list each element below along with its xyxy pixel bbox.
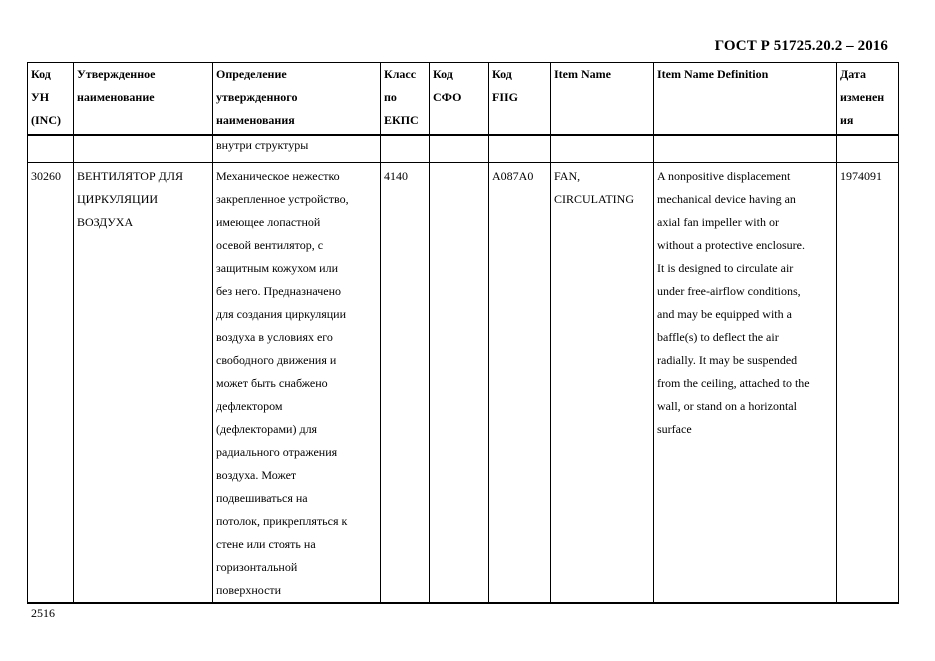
header-line: Код: [433, 67, 453, 81]
header-line: наименование: [77, 90, 155, 104]
cell-line: without a protective enclosure.: [657, 238, 805, 252]
cell-line: для создания циркуляции: [216, 307, 347, 321]
cell-sfo-code: [430, 163, 489, 604]
document-standard-title: ГОСТ Р 51725.20.2 – 2016: [714, 38, 888, 54]
header-approved-name: [74, 63, 213, 136]
cell-ekps-class: 4140: [381, 163, 430, 604]
cell-line: свободного движения и: [216, 353, 337, 367]
header-line: FIIG: [492, 90, 519, 104]
cell-line: FAN,: [554, 169, 581, 183]
header-line: СФО: [433, 90, 462, 104]
header-sfo-code: [430, 63, 489, 136]
header-line: ия: [840, 113, 854, 127]
header-ekps-class: [381, 63, 430, 136]
header-item-name-definition: [654, 63, 837, 136]
cell-line: radially. It may be suspended: [657, 353, 798, 367]
header-line: наименования: [216, 113, 295, 127]
cell-item-name: [551, 163, 654, 604]
cell-line: under free-airflow conditions,: [657, 284, 801, 298]
cell-line: без него. Предназначено: [216, 284, 342, 298]
header-line: Item Name Definition: [657, 67, 769, 81]
header-line: (INC): [31, 113, 61, 127]
cell-line: Механическое нежестко: [216, 169, 340, 183]
cell-line: wall, or stand on a horizontal: [657, 399, 797, 413]
cell-line: поверхности: [216, 583, 282, 597]
cell-line: стене или стоять на: [216, 537, 316, 551]
table-header-row: [28, 63, 899, 136]
page-number: 2516: [31, 606, 55, 620]
header-line: ЕКПС: [384, 113, 419, 127]
cell-line: горизонтальной: [216, 560, 298, 574]
header-line: по: [384, 90, 397, 104]
table-row: [28, 163, 899, 604]
header-line: Определение: [216, 67, 287, 81]
cell-line: воздуха в условиях его: [216, 330, 333, 344]
header-line: Код: [492, 67, 512, 81]
header-line: изменен: [840, 90, 885, 104]
cell-line: baffle(s) to deflect the air: [657, 330, 779, 344]
cell-line: It is designed to circulate air: [657, 261, 794, 275]
cell-line: CIRCULATING: [554, 192, 634, 206]
header-line: утвержденного: [216, 90, 298, 104]
cell-line: дефлектором: [216, 399, 283, 413]
cell-line: mechanical device having an: [657, 192, 796, 206]
cell-line: ВОЗДУХА: [77, 215, 134, 229]
cell-line: воздуха. Может: [216, 468, 297, 482]
cell-line: осевой вентилятор, с: [216, 238, 324, 252]
cell-item-name-definition: [654, 163, 837, 604]
cell-approved-definition: [213, 163, 381, 604]
cell-line: имеющее лопастной: [216, 215, 321, 229]
header-approved-definition: [213, 63, 381, 136]
header-line: УН: [31, 90, 50, 104]
header-line: Класс: [384, 67, 417, 81]
cell-line: surface: [657, 422, 692, 436]
cell-line: and may be equipped with a: [657, 307, 792, 321]
cell-line: ЦИРКУЛЯЦИИ: [77, 192, 159, 206]
cell-line: (дефлекторами) для: [216, 422, 318, 436]
continuation-text: внутри структуры: [213, 135, 381, 163]
cell-line: защитным кожухом или: [216, 261, 339, 275]
cell-approved-name: [74, 163, 213, 604]
cell-line: закрепленное устройство,: [216, 192, 349, 206]
cell-line: может быть снабжено: [216, 376, 328, 390]
header-line: Утвержденное: [77, 67, 156, 81]
cell-line: радиального отражения: [216, 445, 338, 459]
header-change-date: [837, 63, 899, 136]
header-line: Дата: [840, 67, 866, 81]
cell-line: подвешиваться на: [216, 491, 308, 505]
cell-change-date: 1974091: [837, 163, 899, 604]
cell-line: A nonpositive displacement: [657, 169, 791, 183]
header-item-name: [551, 63, 654, 136]
continuation-row: [28, 135, 899, 163]
header-line: Item Name: [554, 67, 611, 81]
cell-line: from the ceiling, attached to the: [657, 376, 810, 390]
cell-line: потолок, прикрепляться к: [216, 514, 348, 528]
header-fiig-code: [489, 63, 551, 136]
cell-line: ВЕНТИЛЯТОР ДЛЯ: [77, 169, 183, 183]
header-line: Код: [31, 67, 51, 81]
cell-line: axial fan impeller with or: [657, 215, 779, 229]
header-inc: [28, 63, 74, 136]
nomenclature-table: [27, 62, 899, 604]
cell-fiig-code: A087A0: [489, 163, 551, 604]
cell-inc: 30260: [28, 163, 74, 604]
